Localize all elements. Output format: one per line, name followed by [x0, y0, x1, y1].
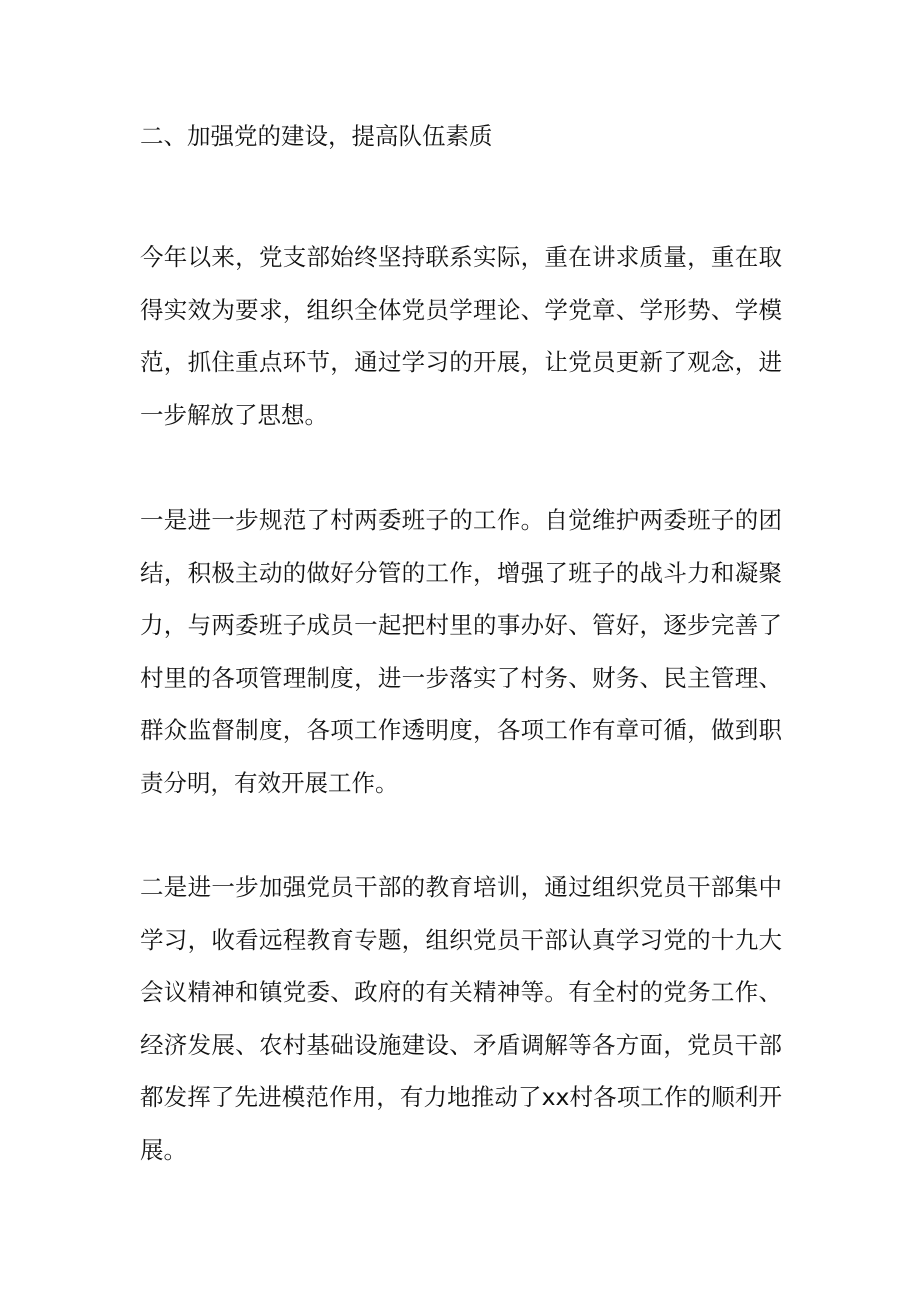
paragraph-study: 今年以来，党支部始终坚持联系实际，重在讲求质量，重在取得实效为要求，组织全体党员学理论、学党章、学形势、学模范，抓住重点环节，通过学习的开展，让党员更新了观念，进一步解放了思想。 — [140, 243, 782, 429]
section-heading: 二、加强党的建设，提高队伍素质 — [140, 122, 493, 150]
paragraph-leadership-team: 一是进一步规范了村两委班子的工作。自觉维护两委班子的团结，积极主动的做好分管的工作，增强了班子的战斗力和凝聚力，与两委班子成员一起把村里的事办好、管好，逐步完善了村里的各项管理制度，进一步落实了村务、财务、民主管理、群众监督制度，各项工作透明度，各项工作有章可循，做到职责分明，有效开展工作。 — [140, 506, 782, 797]
paragraph-training: 二是进一步加强党员干部的教育培训，通过组织党员干部集中学习，收看远程教育专题，组织党员干部认真学习党的十九大会议精神和镇党委、政府的有关精神等。有全村的党务工作、经济发展、农村基础设施建设、矛盾调解等各方面，党员干部都发挥了先进模范作用，有力地推动了xx村各项工作的顺利开展。 — [140, 873, 782, 1164]
